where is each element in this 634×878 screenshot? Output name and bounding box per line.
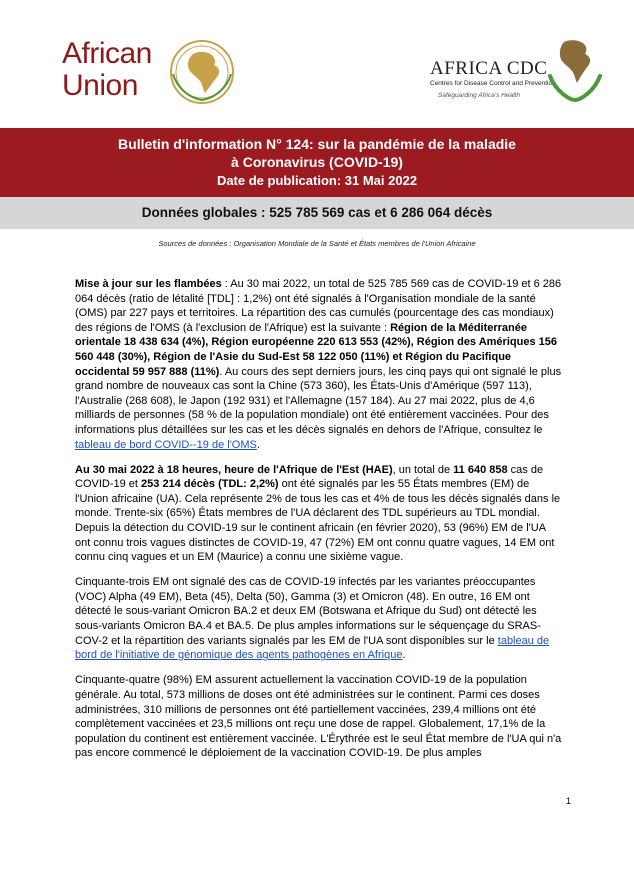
- african-union-logo: [62, 38, 252, 110]
- document-header: [0, 0, 634, 125]
- genomics-dashboard-link[interactable]: tableau de bord de l'initiative de génomique des agents pathogènes en Afrique: [75, 634, 550, 662]
- publication-date: Date de publication: 31 Mai 2022: [216, 173, 418, 188]
- cdc-logo-tagline: Safeguarding Africa's Health: [438, 92, 520, 99]
- global-data-bar: Données globales : 525 785 569 cas et 6 286 064 décès: [0, 197, 634, 229]
- cdc-logo-title: AFRICA CDC: [430, 58, 548, 79]
- africa-update-paragraph: Au 30 mai 2022 à 18 heures, heure de l'Afrique de l'Est (HAE), un total de 11 640 858 cas de COVID-19 et 253 214 décès (TDL: 2,2%) ont été signalés par les 55 États membres (EM) de l'Union africaine (UA). Cela représente 2% de tous les cas et 4% de tous les décès signalés dans le monde. Trente-six (65%) États membres de l'UA déclarent des TDL supérieurs au TDL mondial. Depuis la détection du COVID-19 sur le continent africain (en février 2020), 53 (96%) EM de l'UA ont connu trois vagues distinctes de COVID-19, 47 (72%) EM ont connu quatre vagues, 14 EM ont connu cinq vagues et un EM (Maurice) a connu une sixième vague.: [75, 463, 561, 564]
- who-dashboard-link[interactable]: tableau de bord COVID--19 de l'OMS: [75, 438, 257, 451]
- bulletin-title-banner: [0, 128, 634, 197]
- africa-cdc-logo: [430, 36, 610, 116]
- vaccination-paragraph: Cinquante-quatre (98%) EM assurent actuellement la vaccination COVID-19 de la population générale. Au total, 573 millions de doses ont été administrées sur le continent. Parmi ces doses administrées, 310 millions de personnes ont été partiellement vaccinées, 239,4 millions ont été complètement vaccinées et 23,5 millions ont reçu une dose de rappel. Globalement, 17,1% de la population du continent est entièrement vaccinée. L'Érythrée est le seul État membre de l'UA qui n'a pas encore commencé le déploiement de la vaccination COVID-19. De plus amples: [75, 674, 562, 760]
- bulletin-title-line2: à Coronavirus (COVID-19): [231, 154, 403, 170]
- data-sources-note: Sources de données : Organisation Mondiale de la Santé et États membres de l'Union Africaine: [158, 239, 476, 248]
- outbreak-update-paragraph: Mise à jour sur les flambées : Au 30 mai 2022, un total de 525 785 569 cas de COVID-19 et 6 286 064 décès (ratio de létalité [TDL] : 1,2%) ont été signalés à l'Organisation mondiale de la santé (OMS) par 227 pays et territoires. La répartition des cas cumulés (pourcentage des cas mondiaux) des régions de l'OMS (à l'exclusion de l'Afrique) est la suivante : Région de la Méditerranée orientale 18 438 634 (4%), Région européenne 220 613 553 (42%), Région des Amériques 156 560 448 (30%), Région de l'Asie du Sud-Est 58 122 050 (11%) et Région du Pacifique occidental 59 957 888 (11%). Au cours des sept derniers jours, les cinq pays qui ont signalé le plus grand nombre de nouveaux cas sont la Chine (573 360), les États-Unis d'Amérique (597 113), l'Australie (268 608), le Japon (192 931) et l'Allemagne (157 184). Au 27 mai 2022, plus de 4,6 milliards de personnes (58 % de la population mondiale) ont été entièrement vaccinées. Pour des informations plus détaillées sur les cas et les décès signalés en dehors de l'Afrique, consultez le tableau de bord COVID--19 de l'OMS.: [75, 278, 562, 451]
- africa-hands-icon: [542, 36, 608, 106]
- bulletin-body: [75, 277, 563, 771]
- africa-emblem-icon: [167, 38, 237, 106]
- au-logo-line2: Union: [62, 69, 138, 102]
- page-number: 1: [566, 796, 572, 806]
- cdc-logo-subtitle: Centres for Disease Control and Prevention: [430, 80, 556, 87]
- variants-paragraph: Cinquante-trois EM ont signalé des cas de COVID-19 infectés par les variantes préoccupantes (VOC) Alpha (49 EM), Beta (45), Delta (50), Gamma (3) et Omicron (48). En outre, 16 EM ont détecté le sous-variant Omicron BA.2 et deux EM (Botswana et Afrique du Sud) ont détecté les sous-variants Omicron BA.4 et BA.5. De plus amples informations sur le séquençage du SRAS-COV-2 et la répartition des variants signalés par les EM de l'UA sont disponibles sur le tableau de bord de l'initiative de génomique des agents pathogènes en Afrique.: [75, 576, 550, 662]
- bulletin-title-line1: Bulletin d'information N° 124: sur la pandémie de la maladie: [118, 136, 516, 152]
- au-logo-line1: African: [62, 37, 152, 70]
